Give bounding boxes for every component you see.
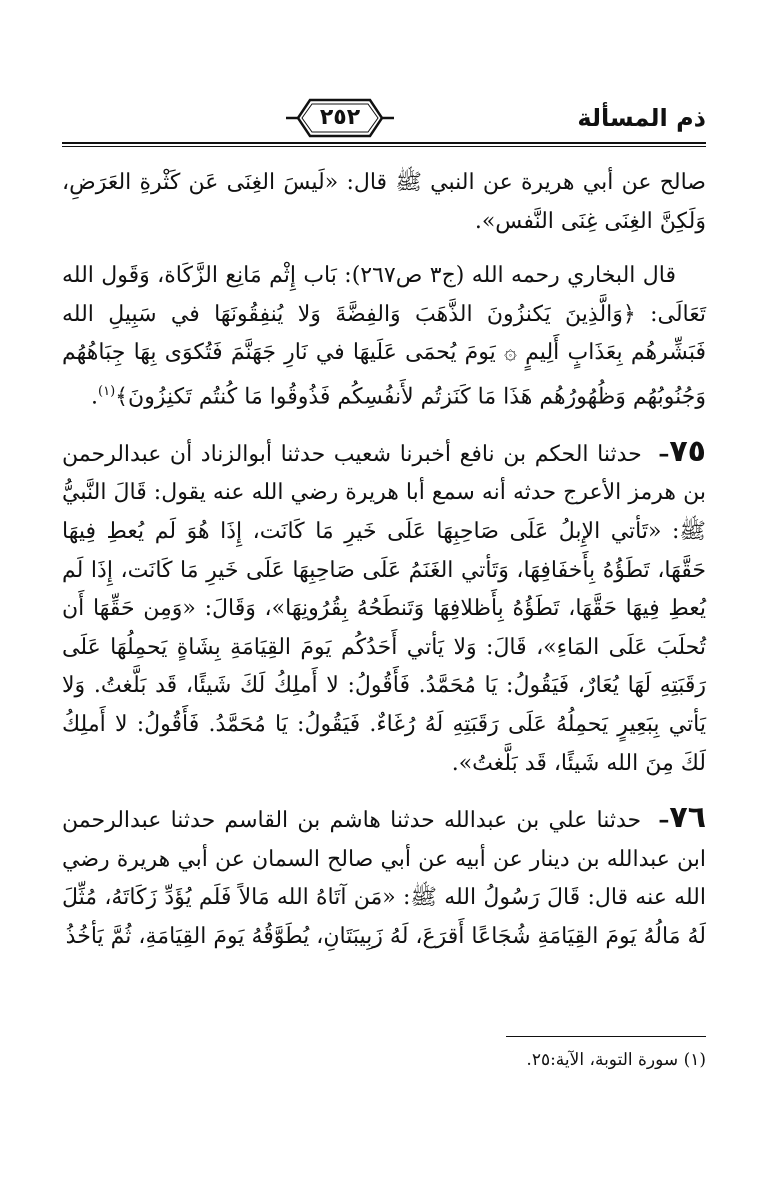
footnote-ref: (١) [98,383,116,399]
page-number: ٢٥٢ [319,105,361,130]
paragraph-2-text: قال البخاري رحمه الله (ج٣ ص٢٦٧): بَاب إِثْم مَانِع الزَّكَاة، وَقَول الله تَعَالَى: ﴿وَالَّذِينَ يَكنزُونَ الذَّهَبَ وَالفِضَّةَ وَلا يُنفِقُونَهَا في سَبِيلِ الله فَبَشِّرهُم بِعَذَابٍ أَلِيمٍ ۞ يَومَ يُحمَى عَلَيهَا في نَارِ جَهَنَّمَ فَتُكوَى بِهَا جِبَاهُهُم وَجُنُوبُهُم وَظُهُورُهُم هَذَا مَا كَنَزتُم لأَنفُسِكُم فَذُوقُوا مَا كُنتُم تَكنِزُونَ﴾ [62,263,706,410]
header-rule [62,142,706,144]
hadith-76-text: حدثنا علي بن عبدالله حدثنا هاشم بن القاسم حدثنا عبدالرحمن ابن عبدالله بن دينار عن أبيه عن أبي صالح السمان عن أبي هريرة رضي الله عنه قال: قَالَ رَسُولُ الله ﷺ: «مَن آتَاهُ الله مَالاً فَلَم يُؤَدِّ زَكَاتَهُ، مُثِّلَ لَهُ مَالُهُ يَومَ القِيَامَةِ شُجَاعًا أَقرَعَ، لَهُ زَبِيبَتَانِ، يُطَوَّقُهُ يَومَ القِيَامَةِ، ثُمَّ يَأخُذُ [62,808,706,950]
paragraph-1-text: صالح عن أبي هريرة عن النبي ﷺ قال: «لَيسَ الغِنَى عَن كَثْرةِ العَرَضِ، وَلَكِنَّ الغِنَى غِنَى النَّفس». [62,170,706,234]
paragraph-2: قال البخاري رحمه الله (ج٣ ص٢٦٧): بَاب إِثْم مَانِع الزَّكَاة، وَقَول الله تَعَالَى: ﴿وَالَّذِينَ يَكنزُونَ الذَّهَبَ وَالفِضَّةَ وَلا يُنفِقُونَهَا في سَبِيلِ الله فَبَشِّرهُم بِعَذَابٍ أَلِيمٍ ۞ يَومَ يُحمَى عَلَيهَا في نَارِ جَهَنَّمَ فَتُكوَى بِهَا جِبَاهُهُم وَجُنُوبُهُم وَظُهُورُهُم هَذَا مَا كَنَزتُم لأَنفُسِكُم فَذُوقُوا مَا كُنتُم تَكنِزُونَ﴾$^{(١)}$. [62,263,706,410]
hadith-number-76: ٧٦ [669,800,707,836]
main-text [62,164,706,973]
hadith-75-text: حدثنا الحكم بن نافع أخبرنا شعيب حدثنا أبوالزناد أن عبدالرحمن بن هرمز الأعرج حدثه أنه سمع أبا هريرة رضي الله عنه يقول: قَالَ النَّبيُّ ﷺ: «تَأتي الإِبلُ عَلَى صَاحِبِهَا عَلَى خَيرِ مَا كَانَت، إِذَا هُوَ لَم يُعطِ فِيهَا حَقَّهَا، تَطَؤُهُ بِأَخفَافِهَا، وَتَأتي الغَنَمُ عَلَى صَاحِبِهَا عَلَى خَيرِ مَا كَانَت، إِذَا لَم يُعطِ فِيهَا حَقَّهَا، تَطَؤُهُ بِأَظلافِهَا وَتَنطَحُهُ بِقُرُونِهَا»، وَقَالَ: «وَمِن حَقِّهَا أَن تُحلَبَ عَلَى المَاءِ»، قَالَ: وَلا يَأتي أَحَدُكُم يَومَ القِيَامَةِ بِشَاةٍ يَحمِلُهَا عَلَى رَقَبَتِهِ لَهَا يُعَارٌ، فَيَقُولُ: يَا مُحَمَّدُ. فَأَقُولُ: لا أَملِكُ لَكَ شَيئًا، قَد بَلَّغتُ. وَلا يَأتي بِبَعِيرٍ يَحمِلُهُ عَلَى رَقَبَتِهِ لَهُ رُغَاءٌ. فَيَقُولُ: يَا مُحَمَّدُ. فَأَقُولُ: لا أَملِكُ لَكَ مِنَ الله شَيئًا، قَد بَلَّغتُ». [62,441,706,776]
hadith-dash-75: – [658,440,670,467]
paragraph-1 [62,164,706,241]
footnote-ref-number: (١) [683,1050,706,1070]
hadith-number-75: ٧٥ [669,433,706,469]
hadith-dash-76: – [658,807,670,834]
header-rule-thin [62,146,706,147]
page-number-badge [284,96,396,140]
footnote-separator [506,1036,706,1037]
hadith-75 [62,433,706,783]
footnote [66,1046,706,1074]
hadith-76 [62,799,706,956]
footnote-text: سورة التوبة، الآية:٢٥. [526,1050,679,1070]
running-title: ذم المسألة [577,104,706,132]
